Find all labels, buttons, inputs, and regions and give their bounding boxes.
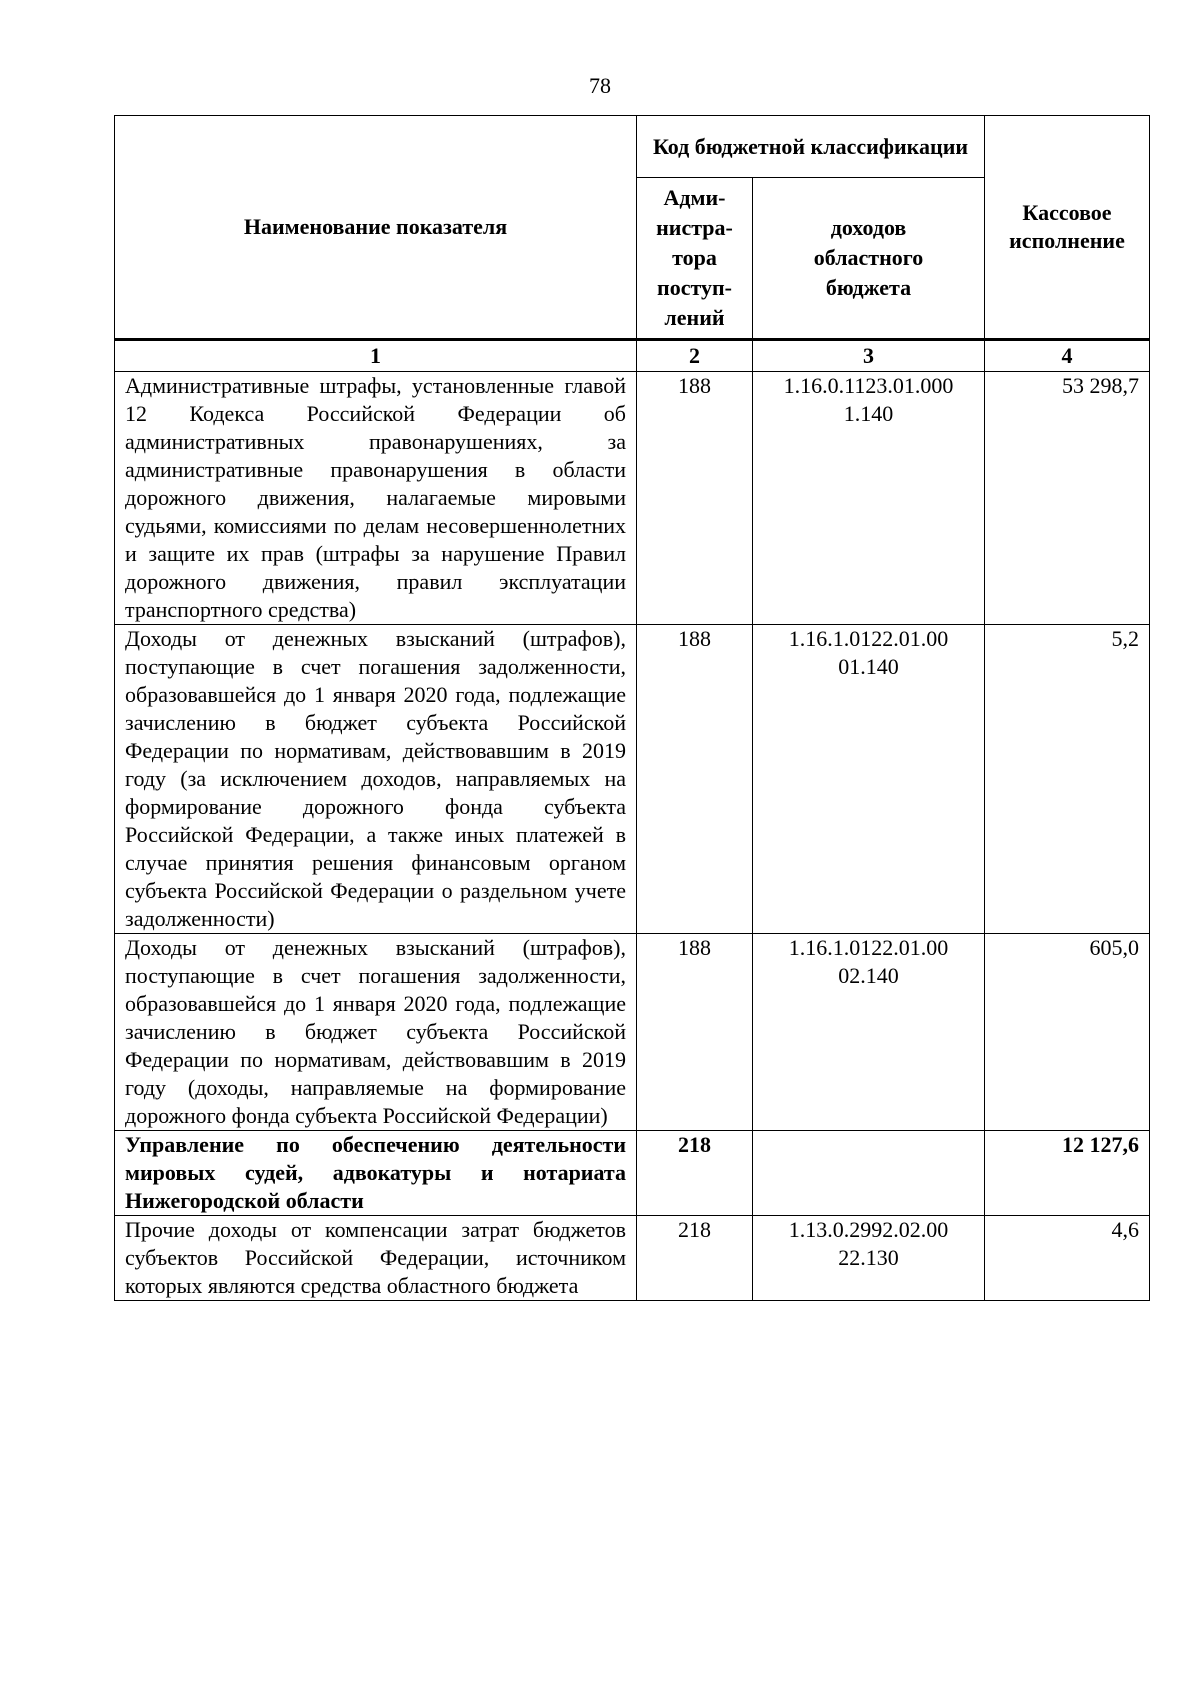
row-name: Административные штрафы, установленные главой 12 Кодекса Российской Федерации об административных правонарушениях, за административные правонарушения в области дорожного движения, налагаемые мировыми судьями, комиссиями по делам несовершеннолетних и защите их прав (штрафы за нарушение Правил дорожного движения, правил эксплуатации транспортного средства) bbox=[125, 373, 626, 622]
row-code bbox=[753, 372, 985, 625]
row-amount: 605,0 bbox=[985, 934, 1150, 1131]
row-name: Доходы от денежных взысканий (штрафов), поступающие в счет погашения задолженности, образовавшейся до 1 января 2020 года, подлежащие зачислению в бюджет субъекта Российской Федерации по нормативам, действовавшим в 2019 году (доходы, направляемые на формирование дорожного фонда субъекта Российской Федерации) bbox=[125, 935, 626, 1128]
column-number-row bbox=[115, 340, 1150, 372]
row-name: Доходы от денежных взысканий (штрафов), поступающие в счет погашения задолженности, образовавшейся до 1 января 2020 года, подлежащие зачислению в бюджет субъекта Российской Федерации по нормативам, действовавшим в 2019 году (за исключением доходов, направляемых на формирование дорожного фонда субъекта Российской Федерации, а также иных платежей в случае принятия решения финансовым органом субъекта Российской Федерации о раздельном учете задолженности) bbox=[125, 626, 626, 931]
page-number: 78 bbox=[589, 73, 611, 98]
row-admin: 218 bbox=[637, 1216, 753, 1301]
column-number: 2 bbox=[637, 340, 753, 372]
row-amount: 12 127,6 bbox=[985, 1131, 1150, 1216]
row-code-value: 1.16.0.1123.01.0001.140 bbox=[783, 373, 954, 426]
column-number: 3 bbox=[753, 340, 985, 372]
row-code bbox=[753, 625, 985, 934]
table-row bbox=[115, 372, 1150, 625]
row-amount: 53 298,7 bbox=[985, 372, 1150, 625]
table-row-section bbox=[115, 1131, 1150, 1216]
table-row bbox=[115, 625, 1150, 934]
row-code bbox=[753, 1216, 985, 1301]
header-execution: Кассовое исполнение bbox=[985, 116, 1150, 340]
row-code-value: 1.16.1.0122.01.0002.140 bbox=[788, 935, 949, 988]
column-number: 4 bbox=[985, 340, 1150, 372]
row-code-value: 1.16.1.0122.01.0001.140 bbox=[788, 626, 949, 679]
row-admin: 188 bbox=[637, 625, 753, 934]
row-admin: 218 bbox=[637, 1131, 753, 1216]
row-code bbox=[753, 934, 985, 1131]
row-admin: 188 bbox=[637, 372, 753, 625]
column-number: 1 bbox=[115, 340, 637, 372]
row-code-value: 1.13.0.2992.02.0022.130 bbox=[788, 1217, 949, 1270]
row-amount: 5,2 bbox=[985, 625, 1150, 934]
header-administrator: Адми- нистра- тора поступ- лений bbox=[637, 178, 753, 340]
row-code bbox=[753, 1131, 985, 1216]
row-name: Управление по обеспечению деятельности мировых судей, адвокатуры и нотариата Нижегородской области bbox=[125, 1132, 626, 1213]
header-name: Наименование показателя bbox=[115, 116, 637, 340]
row-amount: 4,6 bbox=[985, 1216, 1150, 1301]
header-classification: Код бюджетной классификации bbox=[637, 116, 985, 178]
table-row bbox=[115, 1216, 1150, 1301]
header-income-code: доходов областного бюджета bbox=[753, 178, 985, 340]
table-row bbox=[115, 934, 1150, 1131]
row-name: Прочие доходы от компенсации затрат бюджетов субъектов Российской Федерации, источником которых являются средства областного бюджета bbox=[125, 1217, 626, 1298]
budget-table bbox=[114, 115, 1150, 1301]
row-admin: 188 bbox=[637, 934, 753, 1131]
